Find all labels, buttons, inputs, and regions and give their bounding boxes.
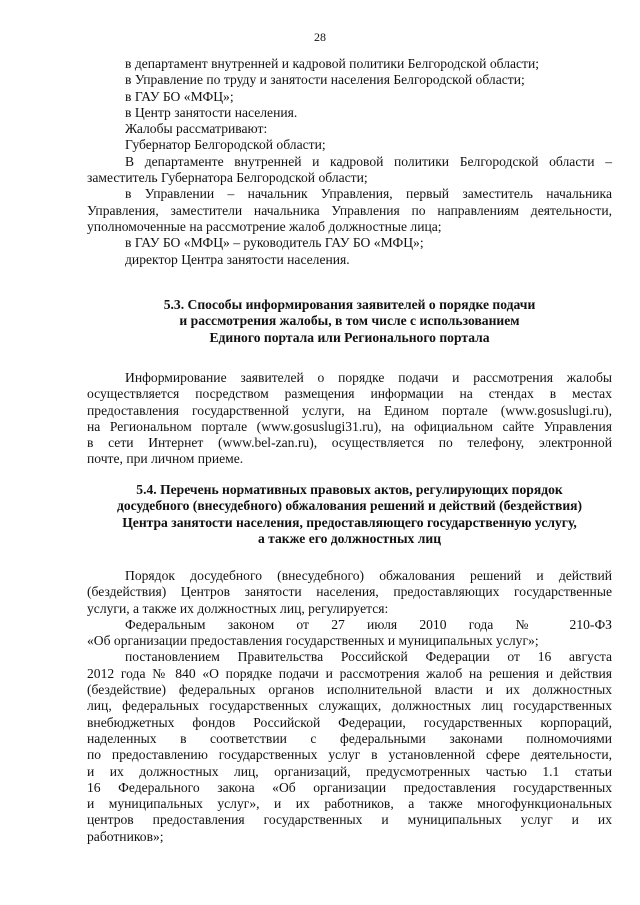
text-line: наделенных в соответствии с федеральными законами полномочиями (87, 730, 612, 746)
text-line: Губернатор Белгородской области; (125, 137, 326, 153)
text-line: уполномоченные на рассмотрение жалоб должностные лица; (87, 218, 442, 234)
text-line: осуществляется посредством размещения информации на стендах в местах (87, 386, 612, 402)
heading-line: а также его должностных лиц (257, 530, 442, 546)
text-line: Жалобы рассматривают: (125, 121, 268, 137)
heading-line: Единого портала или Регионального портала (209, 329, 490, 345)
heading-line: досудебного (внесудебного) обжалования решений и действий (бездействия) (116, 498, 583, 514)
text-line: заместитель Губернатора Белгородской области; (87, 170, 368, 186)
text-line: Управления, заместители начальника Управления по направлениям деятельности, (87, 202, 612, 218)
text-line: постановлением Правительства Российской Федерации от 16 августа (125, 649, 612, 665)
complaint-recipients-block (87, 56, 612, 268)
text-line: В департаменте внутренней и кадровой политики Белгородской области – (125, 153, 612, 169)
text-line: в ГАУ БО «МФЦ» – руководитель ГАУ БО «МФЦ»; (125, 235, 424, 251)
text-line: на Региональном портале (www.gosuslugi31.ru), на официальном сайте Управления (87, 418, 612, 434)
heading-line: 5.4. Перечень нормативных правовых актов, регулирующих порядок (136, 482, 563, 497)
text-line: (бездействия) Центров занятости населения, предоставляющих государственные (87, 584, 612, 600)
text-line: в Управлении – начальник Управления, первый заместитель начальника (125, 186, 612, 202)
text-line: (бездействие) федеральных органов исполнительной власти и их должностных (87, 682, 612, 698)
text-line: Информирование заявителей о порядке подачи и рассмотрения жалобы (125, 370, 612, 385)
text-line: в Управление по труду и занятости населения Белгородской области; (125, 72, 525, 88)
heading-line: и рассмотрения жалобы, в том числе с использованием (179, 313, 520, 329)
text-line: и муниципальных услуг», и их работников, а также многофункциональных (87, 796, 612, 812)
section-5-4-paragraph (87, 568, 612, 845)
heading-line: 5.3. Способы информирования заявителей о порядке подачи (163, 297, 536, 312)
text-line: Федеральным законом от 27 июля 2010 года № 210-ФЗ (125, 616, 612, 632)
text-line: в Центр занятости населения. (125, 104, 298, 120)
text-line: центров предоставления государственных и муниципальных услуг и их (87, 812, 612, 828)
section-5-4-heading (87, 482, 612, 547)
section-5-3-heading (87, 297, 612, 346)
text-line: почте, при личном приеме. (87, 451, 244, 467)
text-line: услуги, а также их должностных лиц, регулируется: (87, 600, 389, 616)
text-line: в ГАУ БО «МФЦ»; (125, 88, 234, 104)
text-line: лиц, федеральных государственных служащих, должностных лиц государственных (87, 698, 612, 714)
text-line: Порядок досудебного (внесудебного) обжалования решений и действий (125, 568, 612, 583)
text-line: в сети Интернет (www.bel-zan.ru), осуществляется по телефону, электронной (87, 435, 612, 451)
section-5-3-paragraph (87, 370, 612, 468)
text-line: 2012 года № 840 «О порядке подачи и рассмотрения жалоб на решения и действия (87, 665, 612, 681)
text-line: и их должностных лиц, организаций, предусмотренных частью 1.1 статьи (87, 763, 612, 779)
text-line: предоставления государственной услуги, на Едином портале (www.gosuslugi.ru), (87, 402, 612, 418)
text-line: внебюджетных фондов Российской Федерации, государственных корпораций, (87, 714, 612, 730)
text-line: 16 Федерального закона «Об организации предоставления государственных (87, 779, 612, 795)
text-line: «Об организации предоставления государственных и муниципальных услуг»; (87, 633, 539, 649)
text-line: работников»; (87, 828, 164, 844)
page-number: 28 (314, 30, 326, 44)
heading-line: Центра занятости населения, предоставляющего государственную услугу, (122, 514, 577, 530)
text-line: по предоставлению государственных услуг в установленной сфере деятельности, (87, 747, 612, 763)
text-line: в департамент внутренней и кадровой политики Белгородской области; (125, 56, 540, 71)
text-line: директор Центра занятости населения. (125, 251, 350, 267)
